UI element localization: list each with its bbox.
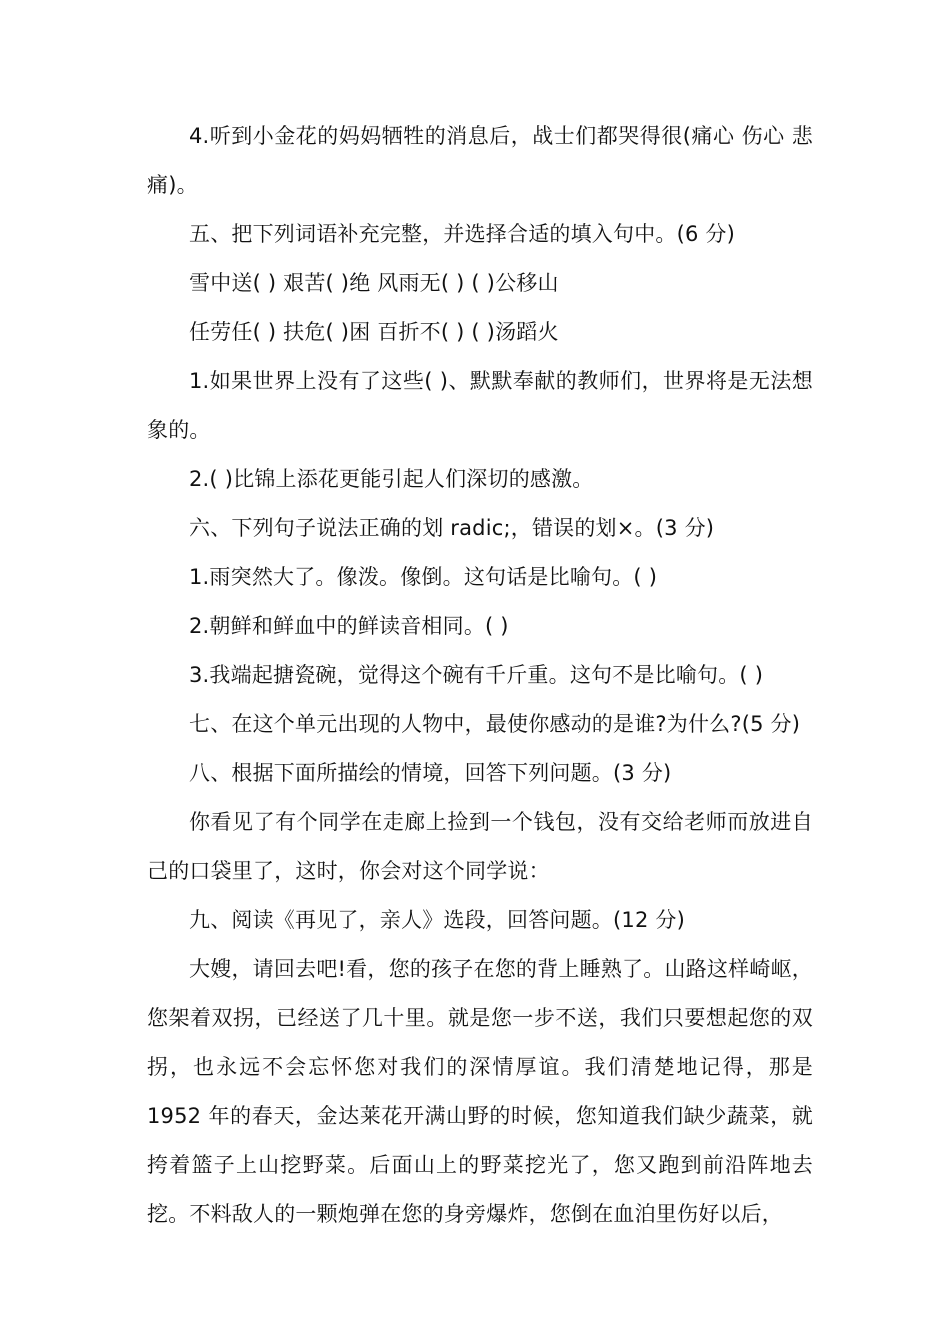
word-list-row-2: 任劳任( ) 扶危( )困 百折不( ) ( )汤蹈火 xyxy=(189,320,559,344)
section-nine-heading: 九、阅读《再见了，亲人》选段，回答问题。(12 分) xyxy=(189,908,685,932)
question-five-1: 1.如果世界上没有了这些( )、默默奉献的教师们，世界将是无法想象的。 xyxy=(147,369,813,442)
section-eight-heading: 八、根据下面所描绘的情境，回答下列问题。(3 分) xyxy=(189,761,672,785)
section-eight-scenario: 你看见了有个同学在走廊上捡到一个钱包，没有交给老师而放进自己的口袋里了，这时，你会对这个同学说： xyxy=(147,810,813,883)
question-six-1: 1.雨突然大了。像泼。像倒。这句话是比喻句。( ) xyxy=(189,565,658,589)
section-seven-heading: 七、在这个单元出现的人物中，最使你感动的是谁?为什么?(5 分) xyxy=(189,712,801,736)
section-six-heading: 六、下列句子说法正确的划 radic;，错误的划×。(3 分) xyxy=(189,516,715,540)
paragraph-q4-answer: 4.听到小金花的妈妈牺牲的消息后，战士们都哭得很(痛心 伤心 悲痛)。 xyxy=(147,124,813,197)
document-body xyxy=(147,112,813,1239)
question-six-2: 2.朝鲜和鲜血中的鲜读音相同。( ) xyxy=(189,614,509,638)
word-list-row-1: 雪中送( ) 艰苦( )绝 风雨无( ) ( )公移山 xyxy=(189,271,559,295)
section-five-heading: 五、把下列词语补充完整，并选择合适的填入句中。(6 分) xyxy=(189,222,736,246)
question-six-3: 3.我端起搪瓷碗，觉得这个碗有千斤重。这句不是比喻句。( ) xyxy=(189,663,764,687)
reading-passage: 大嫂，请回去吧!看，您的孩子在您的背上睡熟了。山路这样崎岖，您架着双拐，已经送了几十里。就是您一步不送，我们只要想起您的双拐，也永远不会忘怀您对我们的深情厚谊。我们清楚地记得，那是 1952 年的春天，金达莱花开满山野的时候，您知道我们缺少蔬菜，就挎着篮子上山挖野菜。后面山上的野菜挖光了，您又跑到前沿阵地去挖。不料敌人的一颗炮弹在您的身旁爆炸，您倒在血泊里伤好以后， xyxy=(147,957,813,1226)
question-five-2: 2.( )比锦上添花更能引起人们深切的感激。 xyxy=(189,467,594,491)
